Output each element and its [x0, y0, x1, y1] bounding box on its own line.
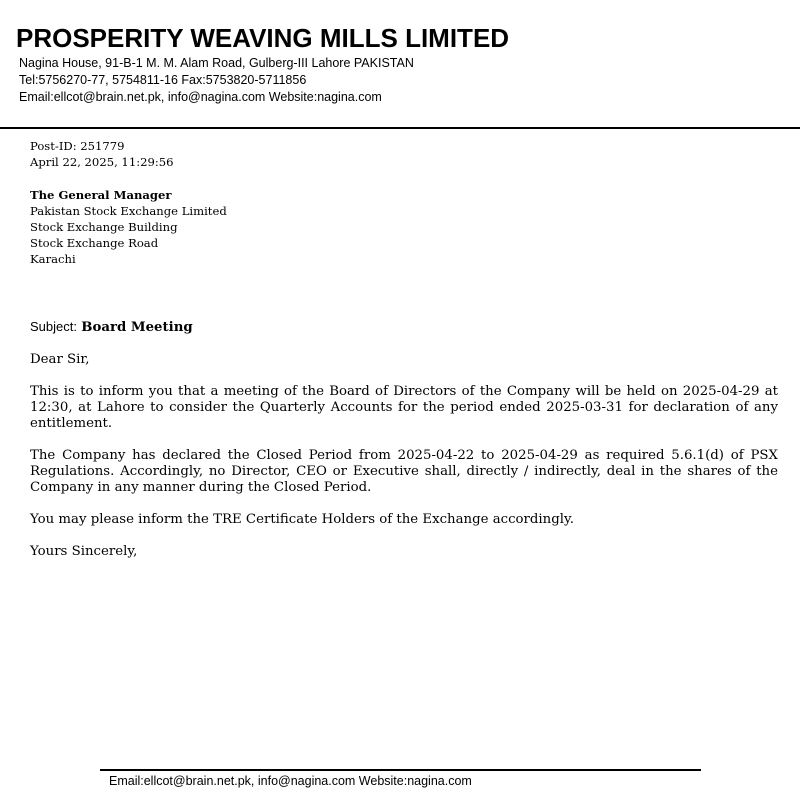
- company-address: Nagina House, 91-B-1 M. M. Alam Road, Gulberg-III Lahore PAKISTAN: [19, 56, 414, 70]
- footer-divider: [100, 769, 701, 771]
- post-meta: [30, 138, 778, 170]
- closing: Yours Sincerely,: [30, 544, 138, 559]
- paragraph-inform: You may please inform the TRE Certificate Holders of the Exchange accordingly.: [30, 512, 574, 527]
- paragraph-meeting: This is to inform you that a meeting of the Board of Directors of the Company will be held on 2025-04-29 at 12:30, at Lahore to consider the Quarterly Accounts for the period ended 2025-03-31 for declaration of any entitlement.: [30, 384, 778, 431]
- addressee-title: The General Manager: [30, 188, 172, 202]
- footer-contact: Email:ellcot@brain.net.pk, info@nagina.com Website:nagina.com: [109, 774, 472, 788]
- subject-value: Board Meeting: [81, 320, 193, 335]
- salutation: Dear Sir,: [30, 352, 90, 367]
- post-datetime: April 22, 2025, 11:29:56: [30, 155, 174, 169]
- subject-line: [30, 319, 778, 336]
- header-divider: [0, 127, 800, 129]
- company-name: PROSPERITY WEAVING MILLS LIMITED: [16, 23, 510, 53]
- company-email-website: Email:ellcot@brain.net.pk, info@nagina.com Website:nagina.com: [19, 90, 382, 104]
- post-id: Post-ID: 251779: [30, 139, 125, 153]
- addressee-line: Karachi: [30, 252, 76, 266]
- company-phone-fax: Tel:5756270-77, 5754811-16 Fax:5753820-5711856: [19, 73, 307, 87]
- letter-body: [30, 138, 778, 560]
- addressee-line: Pakistan Stock Exchange Limited: [30, 204, 227, 218]
- addressee-line: Stock Exchange Building: [30, 220, 178, 234]
- subject-label: Subject:: [30, 319, 77, 334]
- addressee-line: Stock Exchange Road: [30, 236, 159, 250]
- paragraph-closed-period: The Company has declared the Closed Period from 2025-04-22 to 2025-04-29 as required 5.6.1(d) of PSX Regulations. Accordingly, no Director, CEO or Executive shall, directly / indirectly, deal in the shares of the Company in any manner during the Closed Period.: [30, 448, 778, 495]
- addressee-block: [30, 187, 778, 267]
